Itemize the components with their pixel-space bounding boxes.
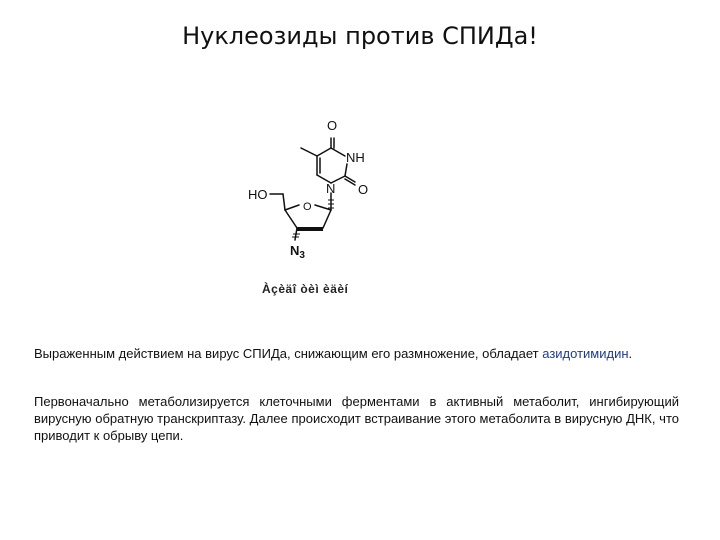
- paragraph-1-text: Выраженным действием на вирус СПИДа, снижающим его размножение, обладает: [34, 346, 543, 361]
- azidothymidine-link[interactable]: азидотимидин: [542, 346, 629, 361]
- ring-n-label: N: [326, 181, 336, 196]
- paragraph-1: [34, 345, 679, 362]
- sugar-oxygen-label: O: [303, 201, 312, 213]
- oxygen-top-label: O: [327, 118, 338, 133]
- azide-label: $N_3$: [290, 243, 305, 261]
- azt-structure-diagram: [235, 110, 395, 265]
- structure-caption: Àçèäî òèì èäèí: [262, 282, 349, 296]
- slide-title: Нуклеозиды против СПИДа!: [182, 22, 538, 50]
- azidothymidine-structure: [235, 110, 395, 265]
- nh-label: NH: [346, 150, 365, 165]
- ho-label: HO: [248, 187, 268, 202]
- paragraph-1-end: .: [628, 346, 633, 361]
- paragraph-2: Первоначально метаболизируется клеточными ферментами в активный метаболит, ингибирующий вирусную обратную транскриптазу. Далее происходит встраивание этого метаболита в вирусную ДНК, что приводит к обрыву цепи.: [34, 394, 679, 443]
- oxygen-right-label: O: [358, 182, 369, 197]
